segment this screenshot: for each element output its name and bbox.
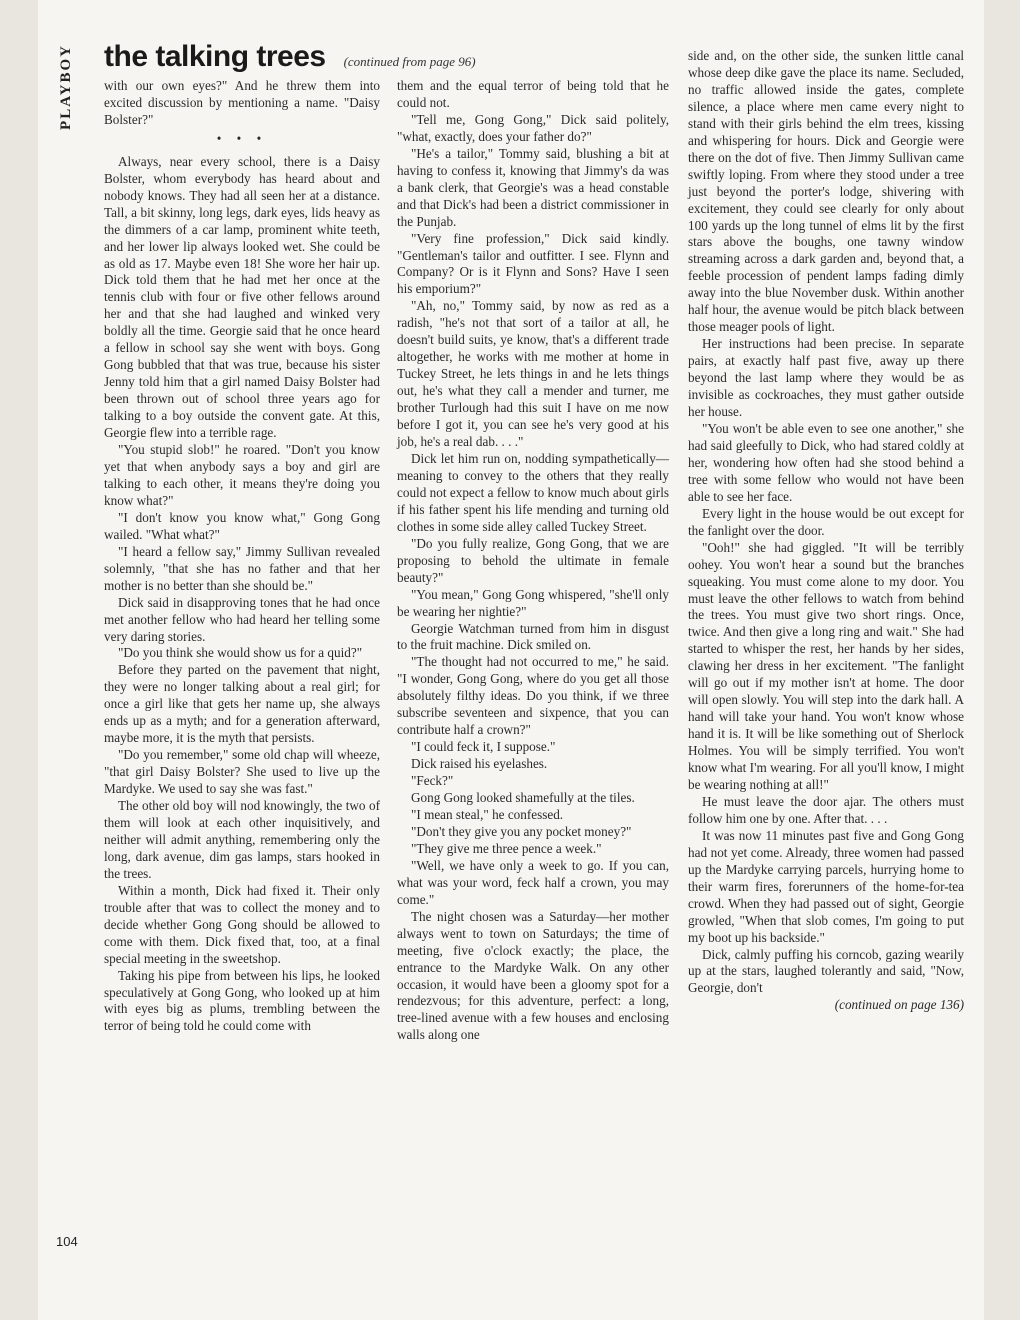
paragraph: "I don't know you know what," Gong Gong wailed. "What what?" bbox=[104, 509, 380, 542]
masthead: PLAYBOY bbox=[58, 44, 74, 130]
paragraph: "Do you fully realize, Gong Gong, that we are proposing to behold the ultimate in female beauty?" bbox=[397, 535, 669, 585]
paragraph: It was now 11 minutes past five and Gong Gong had not yet come. Already, three women had passed up the Mardyke carrying parcels, hurrying home to their warm fires, forerunners of the home-for-tea crowd. When they had passed out of sight, Georgie growled, "When that slob comes, I'm going to put my boot up his backside." bbox=[688, 827, 964, 945]
continued-from: (continued from page 96) bbox=[343, 54, 476, 69]
paragraph: Georgie Watchman turned from him in disgust to the fruit machine. Dick smiled on. bbox=[397, 620, 669, 653]
paragraph: "You won't be able even to see one another," she had said gleefully to Dick, who had stared coldly at her, wondering how often had she stood behind a tree with some fellow who would not have been able to see her face. bbox=[688, 420, 964, 504]
paragraph: Every light in the house would be out except for the fanlight over the door. bbox=[688, 505, 964, 538]
paragraph: "I heard a fellow say," Jimmy Sullivan revealed solemnly, "that she has no father and that her mother is no better than she should be." bbox=[104, 543, 380, 593]
paragraph: Dick said in disapproving tones that he had once met another fellow who had heard her telling some very daring stories. bbox=[104, 594, 380, 644]
section-break: • • • bbox=[216, 130, 268, 146]
paragraph: Dick, calmly puffing his corncob, gazing wearily up at the stars, laughed tolerantly and said, "Now, Georgie, don't bbox=[688, 946, 964, 996]
paragraph: Gong Gong looked shamefully at the tiles. bbox=[411, 790, 635, 806]
paragraph: "They give me three pence a week." bbox=[411, 840, 602, 856]
magazine-page bbox=[38, 0, 984, 1320]
continued-on: (continued on page 136) bbox=[834, 997, 964, 1013]
page-number: 104 bbox=[56, 1234, 78, 1249]
paragraph: Dick raised his eyelashes. bbox=[411, 756, 548, 772]
paragraph: The night chosen was a Saturday—her mother always went to town on Saturdays; the time of meeting, five o'clock exactly; the place, the entrance to the Mardyke Walk. On any other occasion, it would have been a gloomy spot for a rendezvous; for this adventure, perfect: a long, tree-lined avenue with a few houses and enclosing walls along one bbox=[397, 908, 669, 1043]
paragraph: "Feck?" bbox=[411, 773, 454, 789]
paragraph: them and the equal terror of being told that he could not. bbox=[397, 78, 669, 110]
paragraph: "Ooh!" she had giggled. "It will be terribly oohey. You won't hear a sound but the branches squeaking. You must come alone to my door. You must leave the other fellows to watch from behind the trees. You must give two short rings. Once, twice. And then give a long ring and wait." She had started to whisper the rest, her hands by her sides, clawing her dress in her excitement. "The fanlight will go out if my mother isn't at home. The door will open slowly. You will step into the dark hall. A hand will take your hand. You won't know whose hand it is. It will be like something out of Sherlock Holmes. You will be simply terrified. You won't know what I'm wearing. For all you'll know, I might be wearing nothing at all!" bbox=[688, 539, 964, 792]
paragraph: "Well, we have only a week to go. If you can, what was your word, feck half a crown, you may come." bbox=[397, 857, 669, 907]
paragraph: with our own eyes?" And he threw them into excited discussion by mentioning a name. "Daisy Bolster?" bbox=[104, 78, 380, 127]
paragraph: "Very fine profession," Dick said kindly. "Gentleman's tailor and outfitter. I see. Flynn and Company? Or is it Flynn and Sons? Have I seen his emporium?" bbox=[397, 230, 669, 297]
paragraph: "Ah, no," Tommy said, by now as red as a radish, "he's not that sort of a tailor at all, he doesn't build suits, ye know, that's a different trade altogether, he works with me mother at home in Tuckey Street, he lets things in and he lets things out, he's what they call a mender and turner, me brother Turlough had this suit I have on me now before I got it, you can see he's very good at his job, he's a real dab. . . ." bbox=[397, 298, 669, 450]
paragraph: "I could feck it, I suppose." bbox=[411, 739, 556, 755]
paragraph: Always, near every school, there is a Daisy Bolster, whom everybody has heard about and nobody knows. They had all seen her at a distance. Tall, a bit skinny, long legs, dark eyes, lids heavy as the dimmers of a car lamp, prominent white teeth, and her lower lip always looked wet. She could be as old as 17. Maybe even 18! She wore her hair up. Dick told them that he had met her once at the tennis club with four or five other fellows around her and that she had laughed and winked very boldly all the time. Georgie said that he once heard a fellow in school say she went with boys. Gong Gong bubbled that that was true, because his sister Jenny told him that a girl named Daisy Bolster had been thrown out of school three years ago for talking to a boy outside the convent gate. At this, Georgie flew into a terrible rage. bbox=[104, 153, 380, 441]
paragraph: "He's a tailor," Tommy said, blushing a bit at having to confess it, knowing that Jimmy's da was a bank clerk, that Georgie's was a head constable and that Dick's had been a district commissioner in the Punjab. bbox=[397, 145, 669, 229]
article-headline bbox=[104, 40, 476, 74]
paragraph: The other old boy will nod knowingly, the two of them will look at each other inquisitively, and neither will admit anything, remembering only the long, dark avenue, dim gas lamps, stars hooked in the trees. bbox=[104, 798, 380, 881]
paragraph: "Do you remember," some old chap will wheeze, "that girl Daisy Bolster? She used to live up the Mardyke. We used to say she was fast." bbox=[104, 747, 380, 797]
paragraph: Taking his pipe from between his lips, he looked speculatively at Gong Gong, who looked up at him with eyes big as plums, trembling between the terror of being told he could come with bbox=[104, 967, 380, 1034]
text-column-3 bbox=[688, 48, 964, 1014]
paragraph: Dick let him run on, nodding sympathetically—meaning to convey to the others that they really could not expect a fellow to know much about girls if his father spent his life mending and turning old clothes in some side alley called Tuckey Street. bbox=[397, 450, 669, 534]
paragraph: "Don't they give you any pocket money?" bbox=[411, 823, 632, 839]
paragraph: Within a month, Dick had fixed it. Their only trouble after that was to collect the money and to decide whether Gong Gong should be allowed to come with them. Dick fixed that, too, at a final special meeting in the sweetshop. bbox=[104, 882, 380, 966]
paragraph: He must leave the door ajar. The others must follow him one by one. After that. . . . bbox=[688, 793, 964, 826]
paragraph: "Tell me, Gong Gong," Dick said politely, "what, exactly, does your father do?" bbox=[397, 111, 669, 144]
paragraph: Before they parted on the pavement that night, they were no longer talking about a real girl; for once a girl like that gets her name up, she always ends up as a myth; and for a generation afterward, maybe more, it is the myth that persists. bbox=[104, 662, 380, 746]
text-column-2 bbox=[397, 78, 669, 1044]
paragraph: "You mean," Gong Gong whispered, "she'll only be wearing her nightie?" bbox=[397, 586, 669, 619]
paragraph: Her instructions had been precise. In separate pairs, at exactly half past five, away up there beyond the last lamp where they would be as invisible as cockroaches, they must gather outside her house. bbox=[688, 336, 964, 420]
paragraph: "Do you think she would show us for a quid?" bbox=[118, 645, 363, 661]
paragraph: "The thought had not occurred to me," he said. "I wonder, Gong Gong, where do you get all those absolutely filthy ideas. Do you think, if we three subscribe seventeen and sixpence, that you can contribute half a crown?" bbox=[397, 654, 669, 738]
paragraph: side and, on the other side, the sunken little canal whose deep dike gave the place its name. Secluded, no traffic allowed inside the gates, complete silence, a place where men came every night to stand with their girls behind the elm trees, kissing and whispering for hours. Dick and Georgie were there on the dot of five. Then Jimmy Sullivan came swiftly loping. From where they stood under a tree just beyond the porter's lodge, shivering with excitement, they could see clearly for only about 100 yards up the long tunnel of elms lit by the first stars above the boughs, one tawny window streaming across a dark garden and, beyond that, a feeble procession of pendent lamps fading dimly away into the blue November dusk. Within another half hour, the avenue would be pitch black between those meager pools of light. bbox=[688, 48, 964, 335]
article-title: the talking trees bbox=[104, 40, 326, 73]
paragraph: "I mean steal," he confessed. bbox=[411, 806, 564, 822]
paragraph: "You stupid slob!" he roared. "Don't you know yet that when anybody says a boy and girl are talking to each other, it means they're doing you know what?" bbox=[104, 442, 380, 508]
text-column-1 bbox=[104, 78, 380, 1035]
